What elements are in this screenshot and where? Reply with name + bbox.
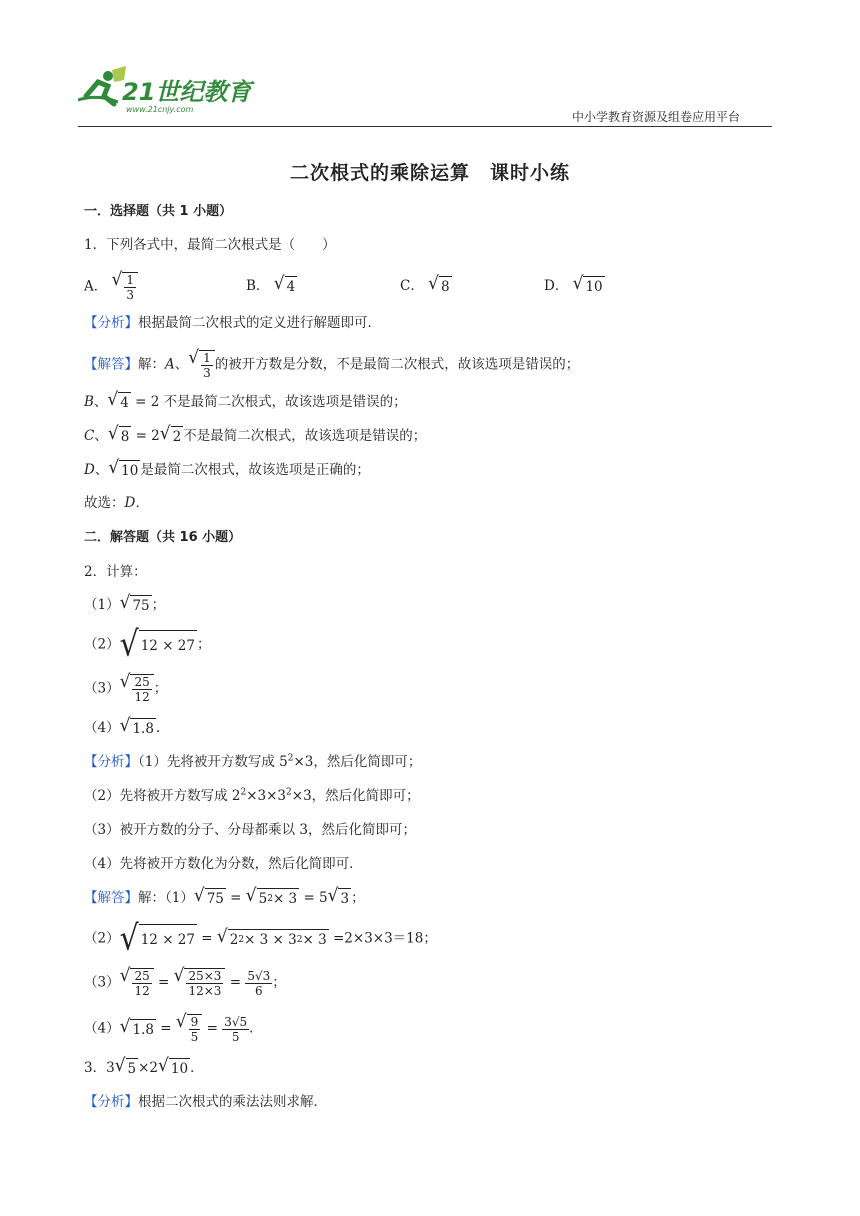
answer: 【解答】解：（1） √ 75 = √ 5 2 × 3 = 5 √ 3 ；: [84, 885, 365, 907]
analysis-line: （2）先将被开方数写成 $2^2\times 3\times 3^2\times 3$，然后化简即可；: [84, 787, 420, 804]
sub-question: （3） √ $\frac{25}{12}$ ；: [84, 671, 168, 704]
question-stem: 2．计算：: [84, 564, 147, 580]
analysis-line: （3）被开方数的分子、分母都乘以 3，然后化简即可；: [84, 822, 416, 838]
analysis: 【分析】根据最简二次根式的定义进行解题即可．: [84, 315, 381, 331]
sub-question: （4） √ 1.8 .: [84, 715, 161, 737]
answer-d: D、 √ 10 是最简二次根式，故该选项是正确的；: [84, 457, 370, 479]
page-title: 二次根式的乘除运算 课时小练: [289, 162, 570, 184]
math-sqrt: √ $\frac{1}{3}$: [112, 272, 138, 302]
answer-line: （4） √ 1.8 = √ $\frac{9}{5}$ = $\frac{3√5}{5}$ .: [84, 1011, 254, 1044]
section-heading: 二．解答题（共 16 小题）: [84, 530, 242, 545]
option-label: D．: [544, 278, 569, 294]
logo-text: 21世纪教育: [122, 78, 252, 106]
platform-name: 中小学教育资源及组卷应用平台: [571, 110, 740, 124]
header-rule: [78, 126, 772, 127]
analysis-line: （4）先将被开方数化为分数，然后化简即可．: [84, 856, 363, 872]
answer-c: C、 √ 8 = 2 √ 2 不是最简二次根式，故该选项是错误的；: [84, 423, 427, 445]
option-b: B． √ 4: [246, 273, 296, 295]
answer-b: B、 √ 4 = 2 不是最简二次根式，故该选项是错误的；: [84, 389, 407, 411]
choice: 故选：D．: [84, 495, 149, 511]
option-label: B．: [246, 278, 270, 294]
analysis: 【分析】（1）先将被开方数写成 $5^2\times 3$，然后化简即可；: [84, 753, 422, 770]
answer-line: （2） √ 12 × 27 = √ 2 2 × 3 × 3 2 × 3 =2×3×3＝18；: [84, 918, 437, 959]
sub-question: （2） √ 12 × 27 ；: [84, 624, 211, 665]
logo: [78, 66, 258, 116]
analysis: 【分析】根据二次根式的乘法法则求解．: [84, 1094, 327, 1110]
option-c: C． √ 8: [400, 273, 450, 295]
option-a: [84, 269, 138, 302]
section-heading: 一．选择题（共 1 小题）: [84, 204, 233, 219]
sub-question: （1） √ 75 ；: [84, 592, 166, 614]
answer-a: 【解答】解：A、 √ $\frac{1}{3}$ 的被开方数是分数，不是最简二次根式，故该选项是错误的；: [84, 347, 580, 380]
option-d: D． √ 10: [544, 273, 603, 295]
page-header: [78, 66, 772, 128]
question-stem: 1．下列各式中，最简二次根式是（ ）: [84, 237, 336, 253]
option-label: C．: [400, 278, 424, 294]
logo-url: www.21cnjy.com: [126, 105, 194, 114]
answer-line: （3） √ $\frac{25}{12}$ = √ $\frac{25\times 3}{12\times 3}$ = $\frac{5√3}{6}$ ；: [84, 965, 286, 998]
option-label: A．: [84, 278, 108, 295]
question-stem: 3．3 √ 5 ×2 √ 10 ．: [84, 1055, 204, 1077]
